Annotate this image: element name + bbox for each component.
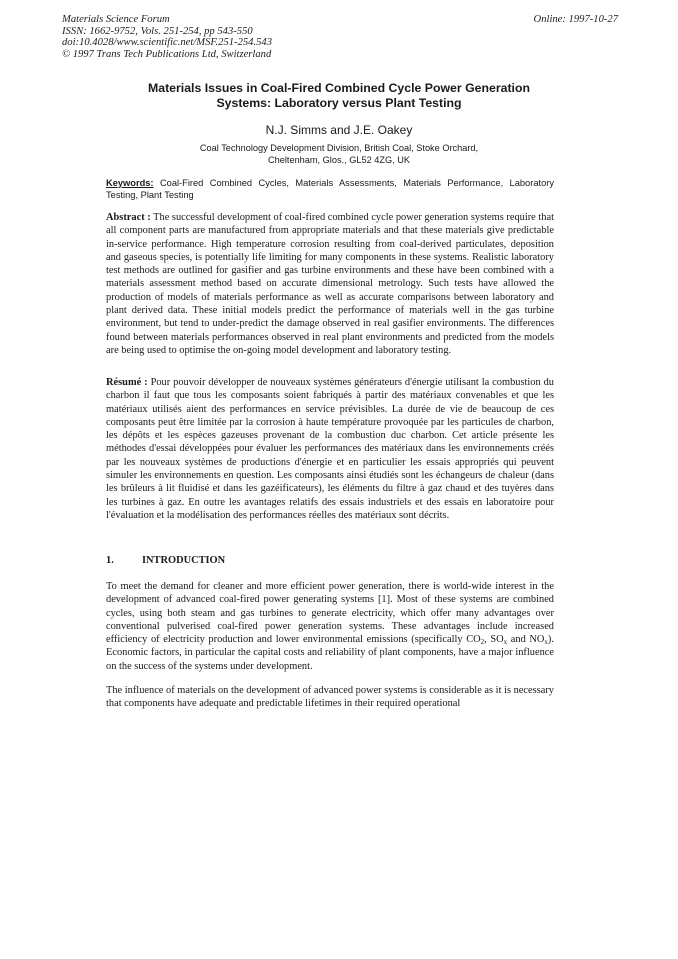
paper-title	[90, 81, 588, 111]
resume-text: Pour pouvoir développer de nouveaux systèmes générateurs d'énergie utilisant la combustion du charbon il faut que tous les composants soient fabriqués à partir des matériaux convenables et que les matériaux utilisés aient des performances en service prévisibles. La durée de vie de beaucoup de ces composants peut être limitée par la corrosion à haute température provoquée par les particules de charbon, les dépôts et les espèces gazeuses provenant de la combustion duc charbon. Cet article présente les méthodes d'essai développées pour évaluer les performances des matériaux dans les environnements créés par les nouveaux systèmes de productions d'énergie et en particulier les essais appropriés qui peuvent simuler les environnements en question. Les composants ainsi étudiés sont les échangeurs de chaleur (dans les brûleurs à lit fluidisé et dans les gazéificateurs), les éléments du filtre à gaz chaud et des tuyères dans les turbines à gaz. En outre les avantages relatifs des essais industriels et des essais en laboratoire pour l'évaluation et la modélisation des performances réelles des matériaux sont décrits.	[106, 377, 555, 521]
section-number: 1.	[106, 555, 114, 566]
intro-paragraph-1	[106, 580, 554, 673]
affiliation-line-2: Cheltenham, Glos., GL52 4ZG, UK	[268, 155, 410, 165]
copyright-line: © 1997 Trans Tech Publications Ltd, Switzerland	[62, 48, 272, 60]
intro-p1-part-a: To meet the demand for cleaner and more efficient power generation, there is world-wide interest in the development of advanced coal-fired power generating systems [1]. Most of these systems are combined cycles, using both steam and gas turbines to generate electricity, which offer many advantages over conventional pulverised coal-fired power generation systems. These advantages include increased efficiency of electricity production and lower environmental emissions (specifically CO	[106, 581, 554, 646]
intro-p1-part-b: , SO	[484, 634, 504, 646]
online-date: Online: 1997-10-27	[533, 14, 618, 25]
intro-p1-part-c: and NO	[507, 634, 545, 646]
nox-subscript: x	[544, 638, 548, 647]
abstract-label: Abstract :	[106, 212, 151, 223]
keywords-label: Keywords:	[106, 178, 154, 188]
section-heading-introduction	[106, 555, 225, 566]
affiliation-line-1: Coal Technology Development Division, British Coal, Stoke Orchard,	[199, 143, 479, 153]
journal-name: Materials Science Forum	[62, 14, 170, 25]
section-title: INTRODUCTION	[142, 555, 226, 566]
affiliation	[90, 142, 588, 166]
co2-subscript: 2	[480, 638, 485, 647]
resume	[106, 376, 554, 522]
keywords-text: Coal-Fired Combined Cycles, Materials Assessments, Materials Performance, Laboratory Testing, Plant Testing	[106, 178, 554, 200]
issn-line: ISSN: 1662-9752, Vols. 251-254, pp 543-550	[62, 25, 253, 37]
intro-p1-part-d: ). Economic factors, in particular the capital costs and reliability of plant components, have a major influence on the success of the systems under development.	[106, 634, 554, 672]
keywords	[106, 178, 554, 201]
abstract-text: The successful development of coal-fired combined cycle power generation systems require that all component parts are manufactured from appropriate materials and that these materials give predictable in-service performance. High temperature corrosion resulting from coal-derived particulates, deposition and gaseous species, is potentially life limiting for many components in these systems. Realistic laboratory test methods are outlined for gasifier and gas turbine environments and these have been combined with a materials assessment method based on accurate dimensional metrology. Such tests have allowed the production of models of materials performance as well as accurate comparisons between laboratory and plant derived data. These initial models predict the performance of materials well in the gas turbine environment, but tend to under-predict the damage observed in real gasifier environments. The differences found between materials performances observed in real plant environments and predicted from the models are being used to optimise the on-going model development and laboratory testing.	[106, 212, 554, 356]
title-line-2: Systems: Laboratory versus Plant Testing	[216, 96, 462, 110]
doi-line: doi:10.4028/www.scientific.net/MSF.251-254.543	[62, 37, 272, 49]
title-line-1: Materials Issues in Coal-Fired Combined Cycle Power Generation	[148, 81, 530, 95]
journal-header	[62, 14, 272, 60]
sox-subscript: x	[503, 638, 508, 647]
intro-paragraph-2: The influence of materials on the development of advanced power systems is considerable as it is necessary that components have adequate and predictable lifetimes in their required operational	[106, 685, 554, 710]
abstract	[106, 211, 554, 357]
authors: N.J. Simms and J.E. Oakey	[265, 123, 413, 137]
resume-label: Résumé :	[106, 377, 148, 388]
